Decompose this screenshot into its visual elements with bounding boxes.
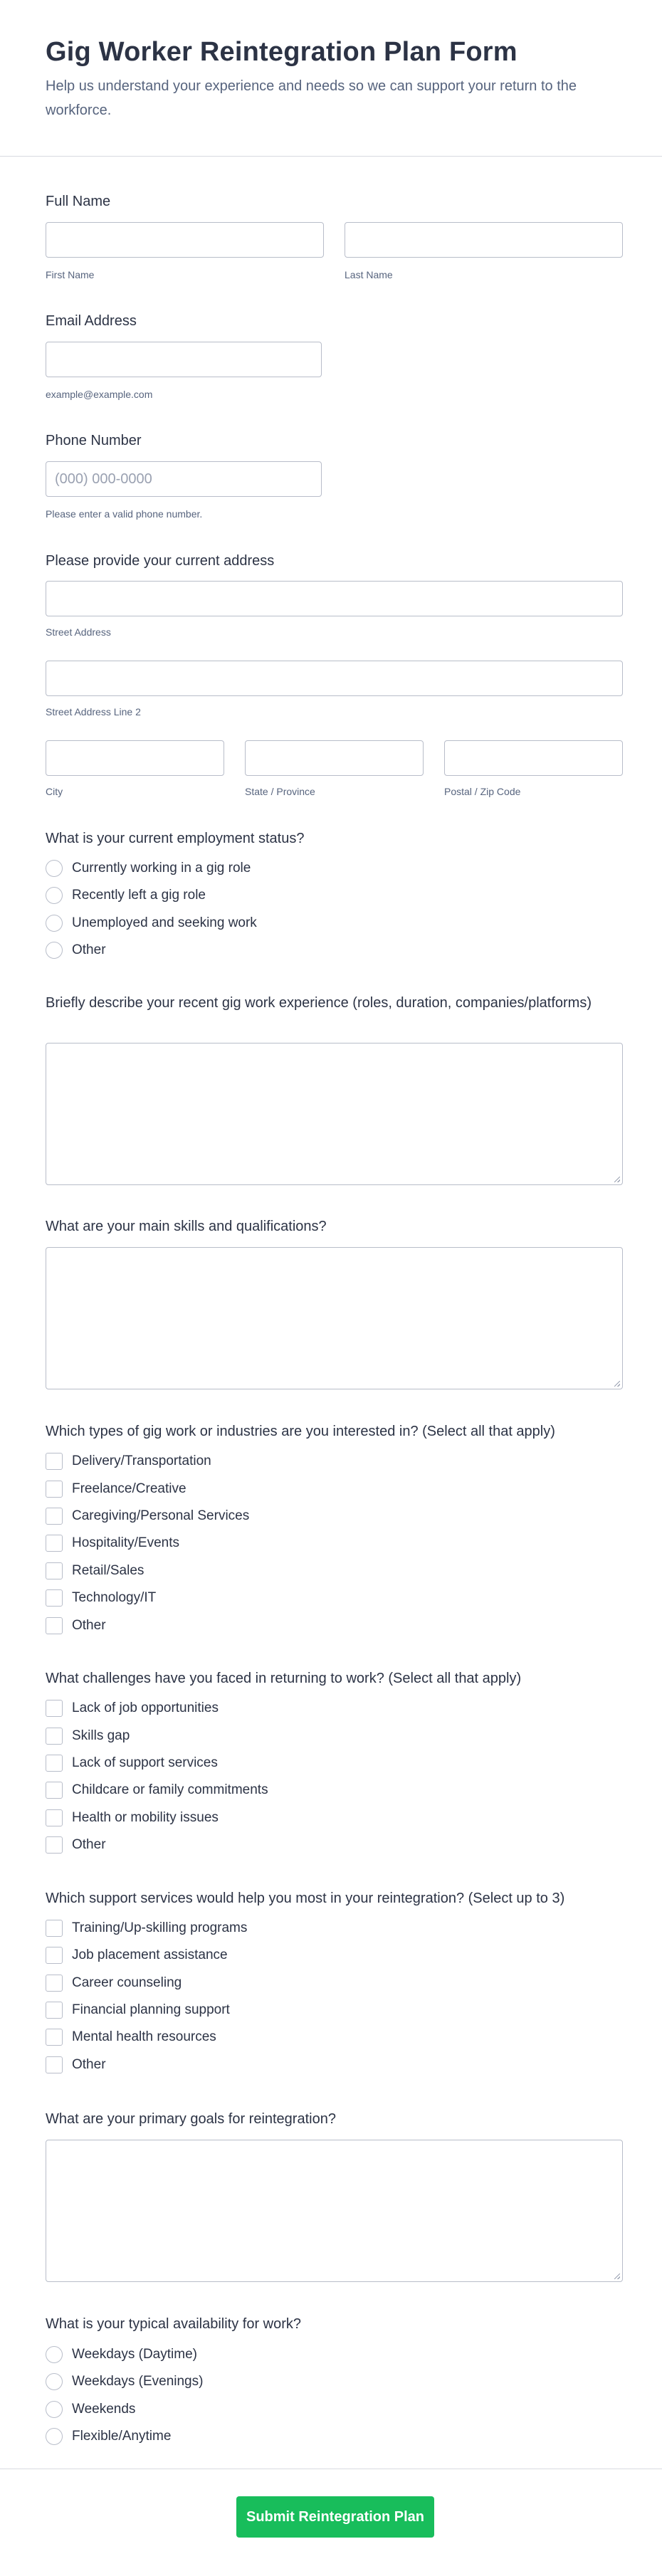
radio-button[interactable] (46, 2346, 63, 2363)
availability-option[interactable]: Weekends (46, 2399, 135, 2419)
employment-status-label: What is your current employment status? (46, 831, 305, 846)
checkbox[interactable] (46, 1589, 63, 1607)
industry-option[interactable]: Hospitality/Events (46, 1533, 179, 1553)
challenge-option[interactable]: Health or mobility issues (46, 1808, 219, 1828)
street-address-line2-input[interactable] (46, 661, 623, 696)
last-name-input[interactable] (345, 222, 623, 258)
checkbox[interactable] (46, 2029, 63, 2046)
support-option[interactable]: Financial planning support (46, 2000, 230, 2020)
support-option[interactable]: Career counseling (46, 1973, 182, 1993)
checkbox[interactable] (46, 1617, 63, 1634)
checkbox[interactable] (46, 2056, 63, 2073)
support-option[interactable]: Job placement assistance (46, 1945, 228, 1965)
challenge-option[interactable]: Lack of support services (46, 1753, 218, 1773)
employment-option[interactable]: Recently left a gig role (46, 885, 206, 905)
experience-textarea[interactable] (46, 1043, 623, 1185)
employment-option[interactable]: Other (46, 940, 106, 960)
industry-option[interactable]: Other (46, 1616, 106, 1636)
support-option[interactable]: Mental health resources (46, 2027, 216, 2047)
checkbox[interactable] (46, 2002, 63, 2019)
email-sublabel: example@example.com (46, 389, 153, 400)
goals-textarea[interactable] (46, 2140, 623, 2282)
full-name-label: Full Name (46, 194, 111, 209)
challenge-option[interactable]: Childcare or family commitments (46, 1780, 268, 1800)
phone-sublabel: Please enter a valid phone number. (46, 508, 203, 520)
checkbox[interactable] (46, 1453, 63, 1470)
checkbox[interactable] (46, 1728, 63, 1745)
employment-option[interactable]: Unemployed and seeking work (46, 913, 257, 933)
industry-option[interactable]: Caregiving/Personal Services (46, 1506, 249, 1526)
last-name-sublabel: Last Name (345, 269, 393, 280)
checkbox[interactable] (46, 1535, 63, 1552)
industry-option[interactable]: Freelance/Creative (46, 1479, 186, 1499)
first-name-input[interactable] (46, 222, 324, 258)
support-option[interactable]: Other (46, 2055, 106, 2075)
checkbox[interactable] (46, 1755, 63, 1772)
phone-input[interactable] (46, 461, 322, 497)
email-label: Email Address (46, 313, 137, 329)
street-address-line2-sublabel: Street Address Line 2 (46, 706, 141, 717)
skills-label: What are your main skills and qualifications? (46, 1219, 327, 1234)
radio-button[interactable] (46, 860, 63, 877)
resize-grip-icon[interactable] (614, 1177, 620, 1182)
challenge-option[interactable]: Other (46, 1835, 106, 1855)
checkbox[interactable] (46, 1782, 63, 1799)
checkbox[interactable] (46, 1508, 63, 1525)
availability-option[interactable]: Weekdays (Evenings) (46, 2372, 203, 2392)
checkbox[interactable] (46, 1700, 63, 1717)
resize-grip-icon[interactable] (614, 2273, 620, 2279)
zip-sublabel: Postal / Zip Code (444, 786, 521, 797)
city-input[interactable] (46, 740, 224, 776)
form-subtitle: Help us understand your experience and needs so we can support your return to the workforce. (46, 78, 577, 118)
challenge-option[interactable]: Skills gap (46, 1726, 130, 1746)
checkbox[interactable] (46, 1562, 63, 1579)
challenge-option[interactable]: Lack of job opportunities (46, 1698, 219, 1718)
resize-grip-icon[interactable] (614, 1381, 620, 1387)
checkbox[interactable] (46, 1947, 63, 1964)
email-input[interactable] (46, 342, 322, 377)
goals-label: What are your primary goals for reintegration? (46, 2111, 336, 2127)
experience-label: Briefly describe your recent gig work experience (roles, duration, companies/platforms) (46, 995, 592, 1011)
radio-button[interactable] (46, 2373, 63, 2390)
phone-label: Phone Number (46, 433, 142, 448)
availability-option[interactable]: Flexible/Anytime (46, 2427, 171, 2446)
radio-button[interactable] (46, 915, 63, 932)
checkbox[interactable] (46, 1481, 63, 1498)
address-label: Please provide your current address (46, 553, 275, 569)
radio-button[interactable] (46, 2401, 63, 2418)
state-input[interactable] (245, 740, 424, 776)
employment-option[interactable]: Currently working in a gig role (46, 858, 251, 878)
checkbox[interactable] (46, 1920, 63, 1937)
street-address-input[interactable] (46, 581, 623, 616)
support-option[interactable]: Training/Up-skilling programs (46, 1918, 247, 1938)
availability-option[interactable]: Weekdays (Daytime) (46, 2345, 197, 2365)
zip-input[interactable] (444, 740, 623, 776)
availability-label: What is your typical availability for work? (46, 2316, 302, 2332)
form-title: Gig Worker Reintegration Plan Form (46, 37, 517, 67)
industries-label: Which types of gig work or industries are you interested in? (Select all that apply) (46, 1424, 555, 1439)
challenges-label: What challenges have you faced in returning to work? (Select all that apply) (46, 1671, 522, 1686)
industry-option[interactable]: Technology/IT (46, 1588, 156, 1608)
support-label: Which support services would help you most in your reintegration? (Select up to 3) (46, 1891, 565, 1906)
checkbox[interactable] (46, 1809, 63, 1826)
submit-button[interactable]: Submit Reintegration Plan (236, 2496, 434, 2538)
radio-button[interactable] (46, 887, 63, 904)
street-address-sublabel: Street Address (46, 626, 111, 638)
first-name-sublabel: First Name (46, 269, 95, 280)
radio-button[interactable] (46, 2428, 63, 2445)
checkbox[interactable] (46, 1836, 63, 1854)
city-sublabel: City (46, 786, 63, 797)
industry-option[interactable]: Retail/Sales (46, 1561, 144, 1581)
checkbox[interactable] (46, 1975, 63, 1992)
form-header (0, 0, 662, 157)
state-sublabel: State / Province (245, 786, 315, 797)
skills-textarea[interactable] (46, 1247, 623, 1389)
radio-button[interactable] (46, 942, 63, 959)
industry-option[interactable]: Delivery/Transportation (46, 1451, 211, 1471)
